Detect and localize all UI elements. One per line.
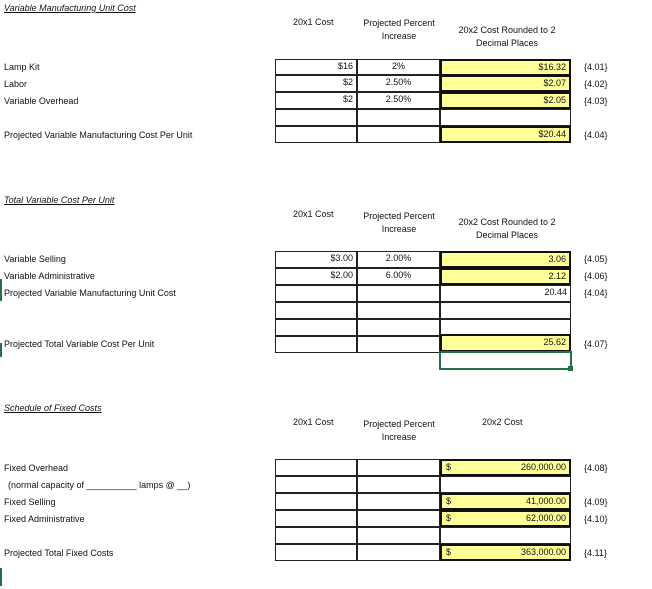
amount: 62,000.00 bbox=[525, 513, 566, 523]
cell-empty[interactable] bbox=[275, 336, 357, 353]
col-header-pct: Projected Percent Increase bbox=[363, 211, 435, 234]
section-title-total-variable: Total Variable Cost Per Unit bbox=[4, 195, 115, 205]
row-label-variable-admin: Variable Administrative bbox=[4, 271, 95, 281]
cell-cost-variable-selling[interactable]: $3.00 bbox=[275, 251, 357, 268]
cell-empty[interactable] bbox=[357, 527, 440, 544]
currency-symbol: $ bbox=[446, 513, 452, 523]
ref-label: {4.04} bbox=[584, 130, 608, 140]
cell-empty[interactable] bbox=[357, 302, 440, 319]
ref-label: {4.09} bbox=[584, 497, 608, 507]
section-title-variable-manufacturing: Variable Manufacturing Unit Cost bbox=[4, 3, 136, 13]
cell-proj-variable-selling[interactable]: 3.06 bbox=[440, 251, 571, 268]
row-label-fixed-admin: Fixed Administrative bbox=[4, 514, 85, 524]
cell-empty[interactable] bbox=[275, 302, 357, 319]
cell-empty[interactable] bbox=[275, 527, 357, 544]
ref-label: {4.08} bbox=[584, 463, 608, 473]
cell-empty[interactable] bbox=[275, 126, 357, 143]
row-label-fixed-overhead: Fixed Overhead bbox=[4, 463, 69, 473]
ref-label: {4.04} bbox=[584, 288, 608, 298]
cell-pct-variable-admin[interactable]: 6.00% bbox=[357, 268, 440, 285]
row-label-projected-total-variable: Projected Total Variable Cost Per Unit bbox=[4, 339, 155, 349]
ref-label: {4.03} bbox=[584, 96, 608, 106]
row-label-projected-var-mfg: Projected Variable Manufacturing Cost Per Unit bbox=[4, 130, 193, 140]
cell-empty[interactable] bbox=[440, 302, 571, 319]
row-marker bbox=[0, 568, 2, 586]
col-header-20x2: 20x2 Cost Rounded to 2 Decimal Places bbox=[458, 217, 556, 240]
cell-cost-lamp-kit[interactable]: $16 bbox=[275, 59, 357, 75]
capacity-note bbox=[8, 480, 190, 490]
cell-pct-variable-selling[interactable]: 2.00% bbox=[357, 251, 440, 268]
ref-label: {4.02} bbox=[584, 79, 608, 89]
cell-empty[interactable] bbox=[357, 510, 440, 527]
cell-empty[interactable] bbox=[357, 319, 440, 336]
cell-fixed-selling[interactable] bbox=[440, 493, 571, 510]
row-label-variable-overhead: Variable Overhead bbox=[4, 96, 79, 106]
cell-empty[interactable] bbox=[275, 544, 357, 561]
cell-cost-labor[interactable]: $2 bbox=[275, 75, 357, 92]
cell-empty[interactable] bbox=[357, 336, 440, 353]
selected-cell[interactable] bbox=[439, 351, 572, 370]
cell-fixed-admin[interactable] bbox=[440, 510, 571, 527]
row-label-fixed-selling: Fixed Selling bbox=[4, 497, 56, 507]
cell-proj-lamp-kit[interactable]: $16.32 bbox=[440, 59, 571, 76]
cell-empty[interactable] bbox=[275, 510, 357, 527]
col-header-20x1: 20x1 Cost bbox=[293, 209, 334, 219]
col-header-pct: Projected Percent Increase bbox=[363, 18, 435, 41]
cell-proj-variable-admin[interactable]: 2.12 bbox=[440, 268, 571, 285]
col-header-pct: Projected Percent Increase bbox=[363, 419, 435, 442]
cell-proj-var-mfg-total[interactable]: $20.44 bbox=[440, 126, 571, 143]
col-header-20x1: 20x1 Cost bbox=[293, 417, 334, 427]
amount: 363,000.00 bbox=[520, 547, 566, 557]
col-header-20x1: 20x1 Cost bbox=[293, 17, 334, 27]
row-label-projected-var-mfg-unit: Projected Variable Manufacturing Unit Cost bbox=[4, 288, 176, 298]
row-marker bbox=[0, 279, 2, 301]
cell-empty[interactable] bbox=[357, 126, 440, 143]
cell-pct-lamp-kit[interactable]: 2% bbox=[357, 59, 440, 75]
cell-proj-var-mfg-unit[interactable]: 20.44 bbox=[440, 285, 571, 302]
row-label-projected-total-fixed: Projected Total Fixed Costs bbox=[4, 548, 114, 558]
cell-empty[interactable] bbox=[440, 476, 571, 493]
cell-empty[interactable] bbox=[357, 109, 440, 126]
cell-empty[interactable] bbox=[275, 285, 357, 302]
col-header-20x2: 20x2 Cost Rounded to 2 Decimal Places bbox=[458, 25, 556, 48]
ref-label: {4.06} bbox=[584, 271, 608, 281]
amount: 260,000.00 bbox=[520, 462, 566, 472]
ref-label: {4.11} bbox=[584, 548, 607, 558]
cell-proj-variable-overhead[interactable]: $2.05 bbox=[440, 92, 571, 109]
cell-empty[interactable] bbox=[357, 544, 440, 561]
cell-empty[interactable] bbox=[275, 493, 357, 510]
capacity-blank-rate: __ bbox=[177, 480, 188, 490]
cell-empty[interactable] bbox=[357, 476, 440, 493]
cell-empty[interactable] bbox=[357, 493, 440, 510]
ref-label: {4.01} bbox=[584, 62, 608, 72]
capacity-suffix: ) bbox=[187, 480, 191, 490]
col-header-20x2: 20x2 Cost bbox=[482, 417, 523, 427]
cell-empty[interactable] bbox=[440, 527, 571, 544]
ref-label: {4.10} bbox=[584, 514, 608, 524]
cell-empty[interactable] bbox=[275, 109, 357, 126]
ref-label: {4.07} bbox=[584, 339, 608, 349]
cell-proj-labor[interactable]: $2.07 bbox=[440, 75, 571, 92]
cell-empty[interactable] bbox=[275, 476, 357, 493]
row-marker bbox=[0, 343, 2, 357]
fill-handle[interactable] bbox=[568, 366, 573, 371]
capacity-blank-lamps: __________ bbox=[86, 480, 137, 490]
capacity-middle: lamps @ bbox=[139, 480, 175, 490]
currency-symbol: $ bbox=[446, 496, 452, 506]
cell-pct-variable-overhead[interactable]: 2.50% bbox=[357, 92, 440, 109]
capacity-prefix: (normal capacity of bbox=[8, 480, 85, 490]
cell-pct-labor[interactable]: 2.50% bbox=[357, 75, 440, 92]
cell-total-fixed[interactable] bbox=[440, 544, 571, 561]
section-title-fixed-costs: Schedule of Fixed Costs bbox=[4, 403, 102, 413]
cell-empty[interactable] bbox=[275, 319, 357, 336]
cell-cost-variable-overhead[interactable]: $2 bbox=[275, 92, 357, 109]
currency-symbol: $ bbox=[446, 462, 452, 472]
cell-cost-variable-admin[interactable]: $2.00 bbox=[275, 268, 357, 285]
row-label-lamp-kit: Lamp Kit bbox=[4, 62, 40, 72]
amount: 41,000.00 bbox=[525, 496, 566, 506]
row-label-labor: Labor bbox=[4, 79, 28, 89]
currency-symbol: $ bbox=[446, 547, 452, 557]
cell-fixed-overhead[interactable] bbox=[440, 459, 571, 476]
cell-empty[interactable] bbox=[357, 285, 440, 302]
cell-empty[interactable] bbox=[357, 459, 440, 476]
cell-empty[interactable] bbox=[275, 459, 357, 476]
cell-empty[interactable] bbox=[440, 109, 571, 126]
row-label-variable-selling: Variable Selling bbox=[4, 254, 66, 264]
cell-proj-total-variable[interactable]: 25.62 bbox=[440, 334, 571, 352]
ref-label: {4.05} bbox=[584, 254, 608, 264]
